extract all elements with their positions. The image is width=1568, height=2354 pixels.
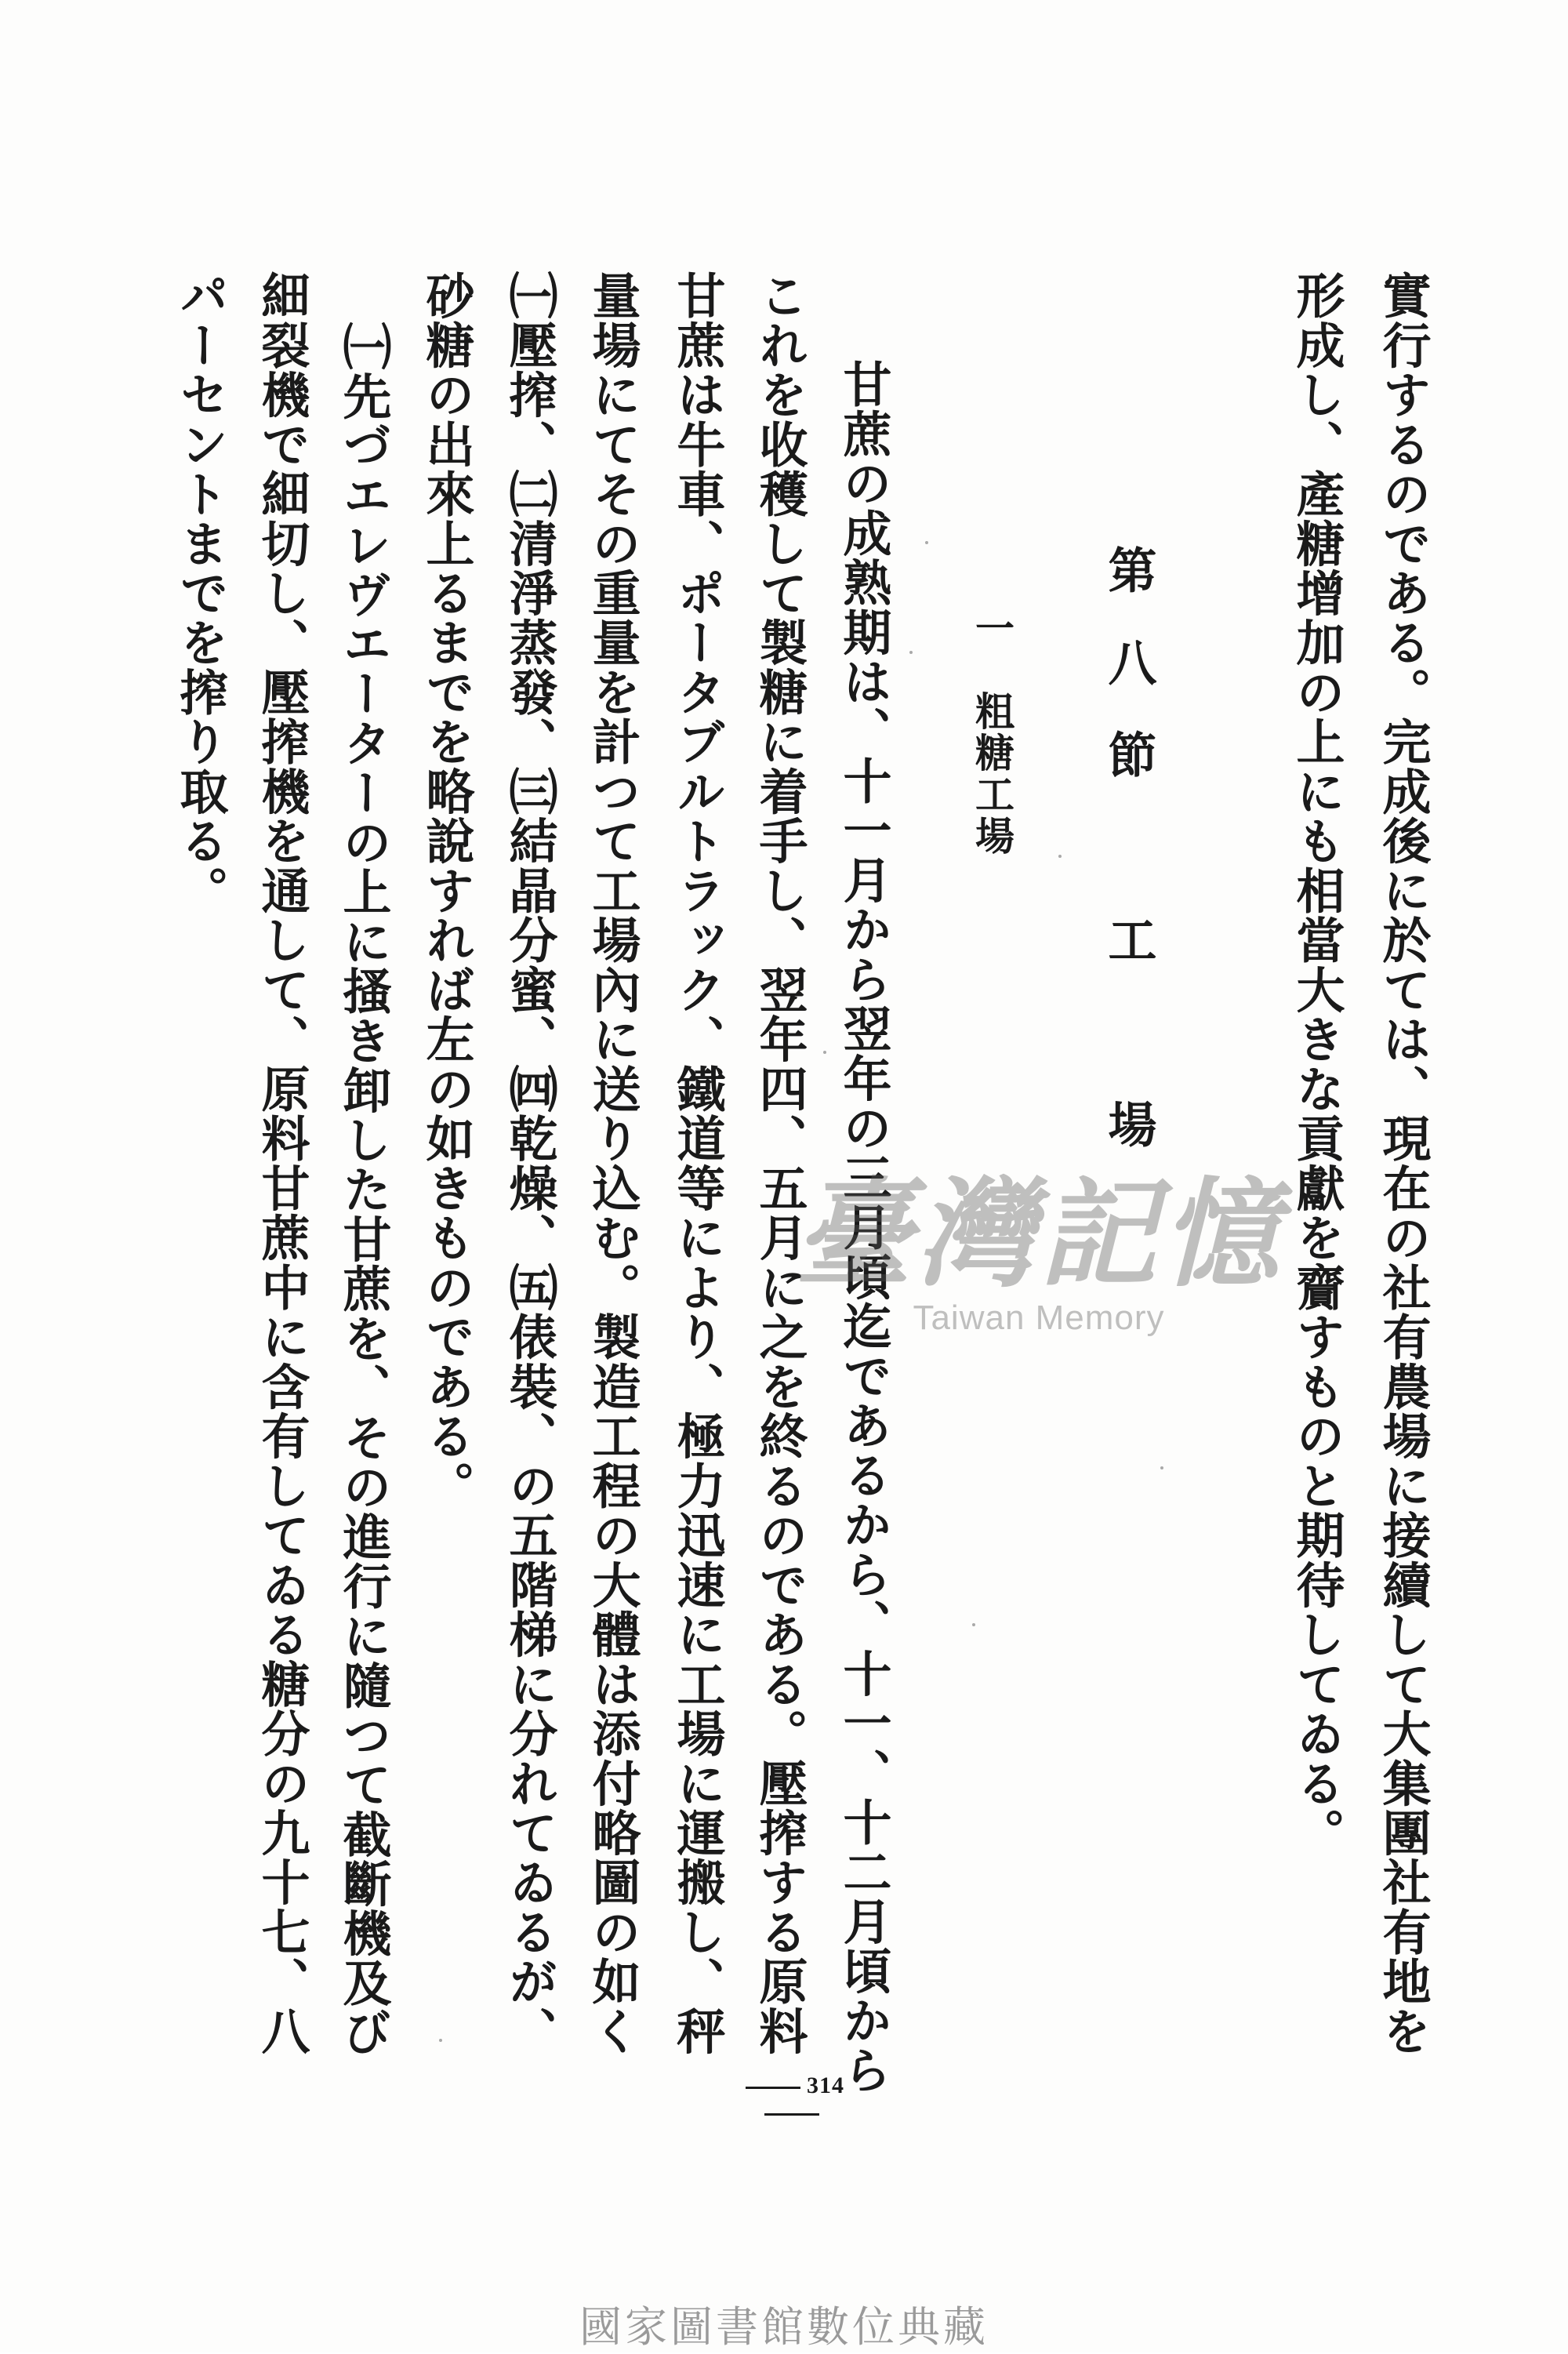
watermark-latin: Taiwan Memory [913, 1299, 1165, 1337]
text-column-6: これを收穫して製糖に着手し、翌年四、五月に之を終るのである。壓搾する原料 [751, 271, 808, 2056]
text-column-12: 細裂機で細切し、壓搾機を通して、原料甘蔗中に含有してゐる糖分の九十七、八 [253, 271, 310, 2056]
scan-speck [909, 651, 913, 654]
text-column-8: 量場にてその重量を計つて工場內に送り込む。製造工程の大體は添付略圖の如く [584, 271, 641, 2056]
section-heading: 第八節 工 場 [1100, 545, 1157, 1192]
text-column-13: パーセントまでを搾り取る。 [172, 271, 229, 916]
scan-speck [439, 2039, 442, 2042]
scan-speck [925, 541, 928, 544]
page-number [713, 2072, 870, 2126]
scan-speck [823, 1051, 826, 1054]
text-column-5: 甘蔗の成熟期は、十一月から翌年の三月頃迄であるから、十一、十二月頃から [835, 359, 892, 2095]
dash-right [764, 2113, 819, 2116]
dash-left [746, 2087, 800, 2089]
text-column-2: 形成し、產糖增加の上にも相當大きな貢獻を齎すものと期待してゐる。 [1288, 271, 1345, 1858]
text-column-1: 實行するのである。完成後に於ては、現在の社有農場に接續して大集團社有地を [1374, 271, 1432, 2056]
text-column-9: ㈠壓搾、㈡清淨蒸發、㈢結晶分蜜、㈣乾燥、㈤俵裝、の五階梯に分れてゐるが、 [501, 271, 558, 2056]
page-number-text: 314 [807, 2072, 844, 2098]
scan-speck [1160, 1466, 1163, 1469]
text-column-7: 甘蔗は牛車、ポータブルトラック、鐵道等により、極力迅速に工場に運搬し、秤 [669, 271, 726, 2056]
scan-speck [972, 1623, 975, 1626]
text-column-11: ㈠先づエレヴエーターの上に搔き卸した甘蔗を、その進行に隨つて截斷機及び [335, 321, 392, 2058]
subsection-heading: 一 粗糖工場 [969, 608, 1015, 857]
footer-stamp: 國家圖書館數位典藏 [579, 2302, 989, 2352]
text-column-10: 砂糖の出來上るまでを略說すれば左の如きものである。 [418, 271, 475, 1510]
scan-speck [1058, 855, 1062, 858]
watermark-text: 臺灣記憶 [793, 1167, 1283, 1303]
